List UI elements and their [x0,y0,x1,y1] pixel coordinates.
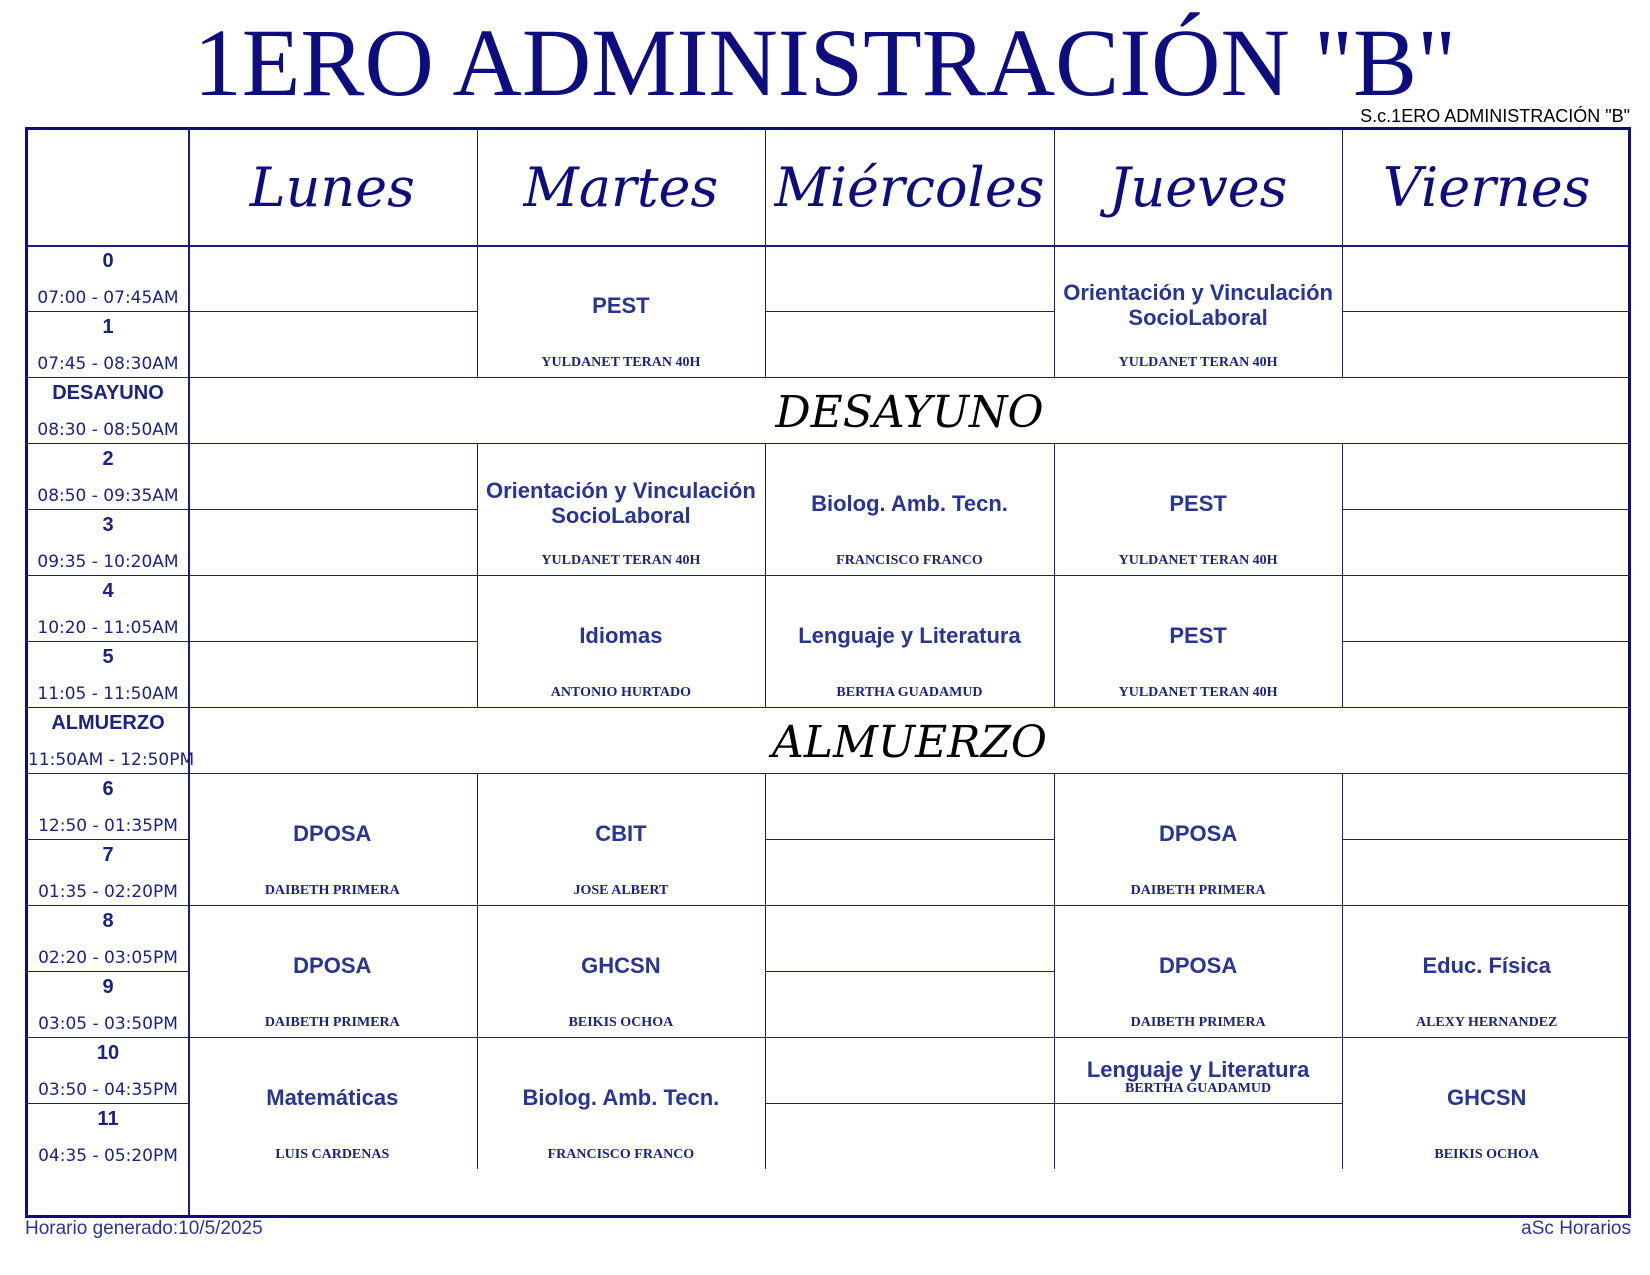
row-divider [28,575,188,576]
period-time: 02:20 - 03:05PM [38,948,178,968]
row-divider [765,839,1054,840]
lesson-cell[interactable] [188,773,477,905]
lesson-teacher: JOSE ALBERT [573,883,669,898]
row-divider [1342,641,1631,642]
day-column-divider [765,311,766,377]
lesson-subject: DPOSA [293,952,372,978]
lesson-cell[interactable] [1054,905,1343,1037]
row-divider [1342,311,1631,312]
lesson-cell[interactable] [1054,443,1343,575]
row-divider [188,509,477,510]
period-number: ALMUERZO [51,712,165,734]
period-number: 4 [102,580,114,602]
row-divider [28,773,188,774]
lesson-teacher: ANTONIO HURTADO [550,685,691,700]
lesson-cell[interactable] [1342,905,1631,1037]
row-divider [28,1037,188,1038]
lesson-teacher: YULDANET TERAN 40H [1118,553,1278,568]
lesson-cell[interactable] [477,245,766,377]
day-header: Jueves [1108,156,1288,219]
row-divider [765,311,1054,312]
day-header: Lunes [249,156,415,219]
period-number: 1 [102,316,114,338]
break-label: DESAYUNO [775,386,1044,438]
day-column-divider [1342,245,1343,311]
row-divider [765,971,1054,972]
row-divider [1342,575,1631,576]
generated-date: Horario generado:10/5/2025 [25,1218,263,1239]
row-divider [28,707,188,708]
lesson-teacher: BEIKIS OCHOA [568,1015,674,1030]
period-time: 07:00 - 07:45AM [37,288,179,308]
lesson-teacher: BEIKIS OCHOA [1434,1147,1539,1162]
lesson-cell[interactable] [477,905,766,1037]
brand-credit: aSc Horarios [1521,1218,1631,1239]
day-column-divider [765,1037,766,1103]
lesson-teacher: YULDANET TERAN 40H [1118,685,1278,700]
row-divider [765,905,1054,906]
lesson-teacher: DAIBETH PRIMERA [264,1015,400,1030]
day-column-divider [1342,641,1343,707]
lesson-subject: Orientación y Vinculación SocioLaboral [486,478,756,528]
header-divider [28,245,1628,247]
lesson-cell[interactable] [477,1037,766,1169]
period-time: 11:05 - 11:50AM [37,684,179,704]
day-column-divider [1342,575,1343,641]
day-column-divider [1342,311,1343,377]
period-number: 9 [102,976,114,998]
row-divider [188,575,477,576]
lesson-subject: DPOSA [293,820,372,846]
day-column-divider [477,130,478,245]
row-divider [28,443,188,444]
lesson-cell[interactable] [1054,1037,1343,1103]
lesson-cell[interactable] [1054,575,1343,707]
lesson-subject: GHCSN [1446,1084,1527,1110]
period-number: 3 [102,514,114,536]
period-number: 5 [102,646,114,668]
lesson-cell[interactable] [477,575,766,707]
period-time: 10:20 - 11:05AM [37,618,179,638]
day-column-divider [765,130,766,245]
row-divider [1342,509,1631,510]
period-number: 2 [102,448,114,470]
lesson-teacher: DAIBETH PRIMERA [1130,883,1266,898]
day-column-divider [1054,1103,1055,1169]
period-time: 09:35 - 10:20AM [37,552,179,572]
page-title: 1ERO ADMINISTRACIÓN "B" [193,9,1457,116]
day-column-divider [765,905,766,971]
day-column-divider [765,971,766,1037]
lesson-cell[interactable] [1342,1037,1631,1169]
day-header: Martes [523,156,719,219]
day-column-divider [1054,130,1055,245]
lesson-subject: PEST [1169,622,1227,648]
period-time: 12:50 - 01:35PM [38,816,178,836]
period-number: 8 [102,910,114,932]
row-divider [28,641,188,642]
period-number: 7 [102,844,114,866]
period-number: 0 [102,250,114,272]
period-time: 01:35 - 02:20PM [38,882,178,902]
break-label: ALMUERZO [771,716,1048,768]
lesson-cell[interactable] [477,443,766,575]
lesson-teacher: BERTHA GUADAMUD [1125,1081,1272,1096]
row-divider [28,839,188,840]
lesson-subject: DPOSA [1158,952,1238,978]
row-divider [1342,839,1631,840]
day-column-divider [765,245,766,311]
lesson-cell[interactable] [188,905,477,1037]
period-time: 11:50AM - 12:50PM [28,750,195,770]
timetable-grid [25,127,1631,1218]
day-column-divider [1342,509,1343,575]
lesson-subject: PEST [1169,490,1227,516]
row-divider [28,311,188,312]
lesson-cell[interactable] [1054,773,1343,905]
row-divider [28,377,188,378]
day-column-divider [765,839,766,905]
lesson-subject: Orientación y Vinculación SocioLaboral [1063,280,1333,330]
lesson-cell[interactable] [765,575,1054,707]
period-time: 07:45 - 08:30AM [37,354,179,374]
lesson-teacher: DAIBETH PRIMERA [1130,1015,1266,1030]
lesson-subject: Idiomas [579,622,663,648]
period-number: 11 [97,1108,119,1130]
lesson-teacher: DAIBETH PRIMERA [264,883,400,898]
class-code: S.c.1ERO ADMINISTRACIÓN "B" [1360,106,1630,126]
lesson-subject: CBIT [595,820,647,846]
day-header: Miércoles [774,156,1045,219]
day-column-divider [765,1103,766,1169]
lesson-subject: Lenguaje y Literatura [798,622,1021,648]
lesson-subject: Educ. Física [1422,952,1551,978]
day-column-divider [1342,443,1343,509]
period-number: DESAYUNO [52,382,164,404]
period-number: 6 [102,778,114,800]
lesson-cell[interactable] [1054,245,1343,377]
period-time: 08:50 - 09:35AM [37,486,179,506]
row-divider [1054,1103,1343,1104]
row-divider [188,311,477,312]
day-column-divider [1342,773,1343,839]
lesson-teacher: YULDANET TERAN 40H [541,355,701,370]
lesson-subject: Biolog. Amb. Tecn. [811,490,1008,516]
day-column-divider [1342,130,1343,245]
lesson-subject: PEST [592,292,650,318]
row-divider [188,641,477,642]
lesson-teacher: FRANCISCO FRANCO [547,1147,695,1162]
lesson-teacher: YULDANET TERAN 40H [1118,355,1278,370]
lesson-teacher: YULDANET TERAN 40H [541,553,701,568]
lesson-cell[interactable] [765,443,1054,575]
row-divider [28,1103,188,1104]
lesson-cell[interactable] [477,773,766,905]
lesson-subject: Lenguaje y Literatura [1086,1057,1310,1082]
lesson-teacher: LUIS CARDENAS [275,1147,390,1162]
lesson-subject: GHCSN [581,952,661,978]
lesson-subject: DPOSA [1158,820,1238,846]
row-divider [765,1103,1054,1104]
row-divider [28,971,188,972]
row-divider [765,1037,1054,1038]
period-time: 04:35 - 05:20PM [38,1146,178,1166]
lesson-cell[interactable] [188,1037,477,1169]
row-divider [28,509,188,510]
row-divider [28,905,188,906]
period-time: 08:30 - 08:50AM [37,420,179,440]
lesson-subject: Biolog. Amb. Tecn. [522,1084,720,1110]
period-number: 10 [96,1042,120,1064]
lesson-subject: Matemáticas [266,1084,399,1110]
lesson-teacher: BERTHA GUADAMUD [836,685,983,700]
day-header: Viernes [1382,156,1591,219]
lesson-teacher: ALEXY HERNANDEZ [1415,1015,1558,1030]
lesson-teacher: FRANCISCO FRANCO [836,553,983,568]
day-column-divider [765,773,766,839]
period-time: 03:50 - 04:35PM [38,1080,178,1100]
period-time: 03:05 - 03:50PM [38,1014,178,1034]
day-column-divider [1342,839,1343,905]
